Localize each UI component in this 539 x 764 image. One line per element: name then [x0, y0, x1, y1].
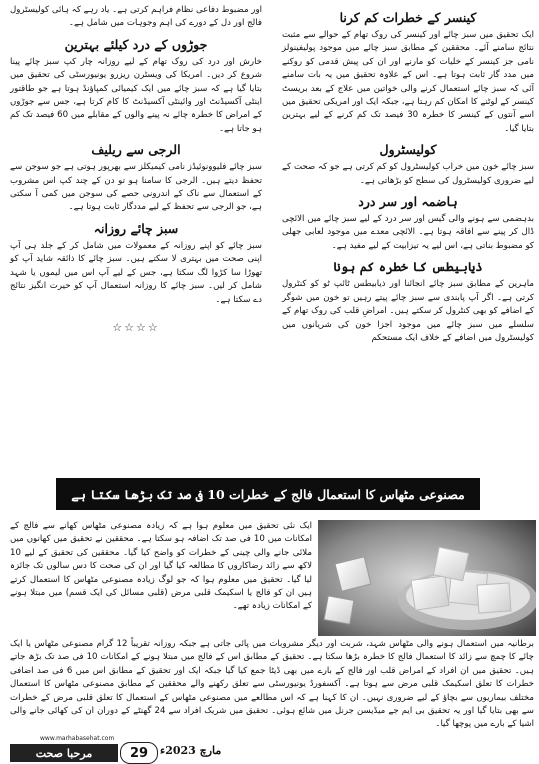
sugar-cubes-photo: [318, 520, 536, 636]
article-headline-banner: [56, 478, 480, 510]
allergy-heading: الرجی سے ریلیف: [91, 142, 181, 158]
section-divider-stars: ☆☆☆☆: [112, 320, 160, 334]
cholesterol-heading: کولیسٹرول: [379, 142, 437, 158]
digestion-body: بدہضمی سے ہونے والی گیس اور سر درد کے لیے سبز چائے میں الائچی ڈال کر پینے سے افاقہ ہوتا ہے۔ الائچی معدے میں موجود لعابی جھلی کو مضبوط بناتی ہے، اس لیے یہ تیزابیت کے لیے مفید ہے۔: [282, 214, 534, 251]
digestion-heading: ہاضمہ اور سر درد: [358, 194, 458, 210]
magazine-logo: [10, 744, 118, 762]
diabetes-heading: ذیابیطس کا خطرہ کم ہونا: [333, 259, 483, 275]
cholesterol-body: سبز چائے خون میں خراب کولیسٹرول کو کم کرتی ہے جو کہ صحت کے لیے ضروری کولیسٹرول کی سطح کو بڑھاتی ہے۔: [282, 162, 534, 186]
cancer-heading: کینسر کے خطرات کم کرنا: [339, 10, 477, 25]
right-column: [282, 4, 534, 345]
daily-body: سبز چائے کو اپنے روزانہ کے معمولات میں شامل کر کے جلد ہی آپ اپنی صحت میں بہتری لا سکتے ہیں۔ سبز چائے کا ذائقہ شاید آپ کو تھوڑا سا کڑوا لگ سکتا ہے، جس کے لیے آپ اس میں لیموں یا شہد شامل کر لیں۔ سبز چائے کا روزانہ استعمال آپ کو حیرت انگیز نتائج دے سکتا ہے۔: [10, 240, 262, 305]
article-top-text: [10, 520, 312, 614]
article-bottom-text: [10, 638, 534, 732]
website-url: www.marhabasehat.com: [40, 735, 115, 742]
issue-date: مارچ 2023ء: [160, 744, 222, 757]
allergy-body: سبز چائے فلیوونوئیڈز نامی کیمیکلز سے بھرپور ہوتی ہے جو سوجن سے تحفظ دیتے ہیں۔ الرجی کا سامنا ہو تو دن کے چند کپ اس مشروب کے استعمال سے ناک کے اندرونی حصے کی سوجن میں کمی آ سکتی ہے، جو الرجی سے تحفظ کے لیے مددگار ثابت ہوتا ہے۔: [10, 162, 262, 213]
joints-body: خارش اور درد کی روک تھام کے لیے روزانہ چار کپ سبز چائے پینا شروع کر دیں۔ امریکا کی ویسٹرن ریزرو یونیورسٹی کی تحقیق میں بتایا گیا ہے کہ سبز چائے میں ایک کیمیائی کمپاؤنڈ ہوتا ہے جو طاقتور اینٹی آکسیڈنٹ اور وائینٹی آکسیڈنٹ کا کام کرتا ہے، جس سے جوڑوں کے امراض کا خطرہ چائے نہ پینے والوں کے مقابلے میں 60 فیصد تک کم ہو جاتا ہے۔: [10, 56, 262, 134]
joints-heading: جوڑوں کے درد کیلئے بہترین: [64, 36, 208, 52]
cancer-body: ایک تحقیق میں سبز چائے اور کینسر کی روک تھام کے حوالے سے مثبت نتائج سامنے آئے۔ محققین کے مطابق سبز چائے میں موجود پولیفینولز نامی جز کینسر کے خلیات کو مارنے اور ان کی پیش قدمی کو روکنے میں مدد گار ثابت ہوتا ہے۔ اس کے علاوہ تحقیق میں یہ بات سامنے آئی کہ سبز چائے استعمال کرنے والی خواتین میں علاج کے بعد بریسٹ کینسر کے لوٹنے کا امکان کم رہتا ہے، جبکہ ایک اور امریکی تحقیق میں اسے آنتوں کے کینسر کا خطرہ 30 فیصد تک کم کرنے کے لیے بہترین بتایا گیا۔: [282, 30, 534, 134]
daily-heading: سبز چائے روزانہ: [93, 220, 179, 236]
magazine-name: مرحبا صحت: [35, 746, 93, 760]
article-paragraph-1: ایک نئی تحقیق میں معلوم ہوا ہے کہ زیادہ مصنوعی مٹھاس کھانے سے فالج کے امکانات میں 10 فی صد تک اضافہ ہو سکتا ہے۔ محققین نے تحقیق میں کھانوں میں ملائی جانے والی چینی کے خطرات کو واضح کیا گیا۔ محققین کی تحقیق کے لیے 10 لاکھ سے زائد رضاکاروں کا مطالعہ کیا گیا اور ان کی صحت کا دس سالوں تک جائزہ لیا گیا۔ تحقیق میں معلوم ہوا کہ جو لوگ زیادہ مصنوعی مٹھاس کا استعمال کرتے ہیں ان کو فالج یا اسکیمک قلبی مرض (قلبی مسائل کی ایک قسم) میں مبتلا ہونے کے امکانات زیادہ تھے۔: [10, 521, 312, 612]
diabetes-body: ماہرین کے مطابق سبز چائے انجائنا اور ذیابیطس ٹائپ ٹو کو کنٹرول کرتی ہے۔ اگر آپ پابندی سے سبز چائے پیتے رہیں تو خون میں شوگر کے اضافے کو بھی کنٹرول کر سکتے ہیں۔ امراضِ قلب کی روک تھام کے سلسلے میں سبز چائے میں موجود اجزا خون کی شریانوں میں کولیسٹرول میں اضافے کے خلاف ایک مستحکم: [282, 279, 534, 343]
article-headline: مصنوعی مٹھاس کا استعمال فالج کے خطرات 10 فی صد تک بڑھا سکتا ہے: [71, 486, 465, 502]
article-paragraph-2: برطانیہ میں استعمال ہونے والی مٹھاس شہد، شربت اور دیگر مشروبات میں پائی جاتی ہے جبکہ روزانہ تقریباً 12 گرام مصنوعی مٹھاس یا ایک چائے کا چمچ سے زائد کا استعمال فالج کا خطرہ بڑھا سکتا ہے۔ تحقیق کے مطابق اس کے فالج میں مبتلا ہونے کے امکانات 10 فی صد تک بڑھ جاتے ہیں۔ تحقیق میں ان افراد کے امراض قلب اور فالج کے بارے میں بھی ڈیٹا جمع کیا گیا جبکہ ایک اور تحقیق کے مطابق اس میں 6 فی صد اضافی خطرات کا تعلق اسکیمک قلبی مرض سے ہوتا ہے۔ آکسفورڈ یونیورسٹی سے تعلق رکھنے والے محققین کے مطابق مصنوعی مٹھاس کا استعمال مختلف بیماریوں سے بچاؤ کے لیے ضروری نہیں۔ ان کا کہنا ہے کہ اس مطالعے میں مصنوعی مٹھاس کے استعمال کا تعلق قلبی مرض کے خطرات سے بھی بتایا گیا اور یہ تحقیق بی ایم جے میڈیسن جرنل میں شائع ہوئی۔ تحقیق میں شریک افراد سے 24 گھنٹے کے دوران ان کی کھائی جانے والی اشیا کے بارے میں پوچھا گیا۔: [10, 639, 534, 730]
page-number: 29: [120, 742, 158, 764]
left-column: [10, 4, 262, 334]
cholesterol-continued: اور مضبوط دفاعی نظام فراہم کرتی ہے۔ یاد رہے کہ ہائی کولیسٹرول فالج اور دل کے دورے کی اہم وجوہات میں شامل ہے۔: [9, 5, 262, 29]
